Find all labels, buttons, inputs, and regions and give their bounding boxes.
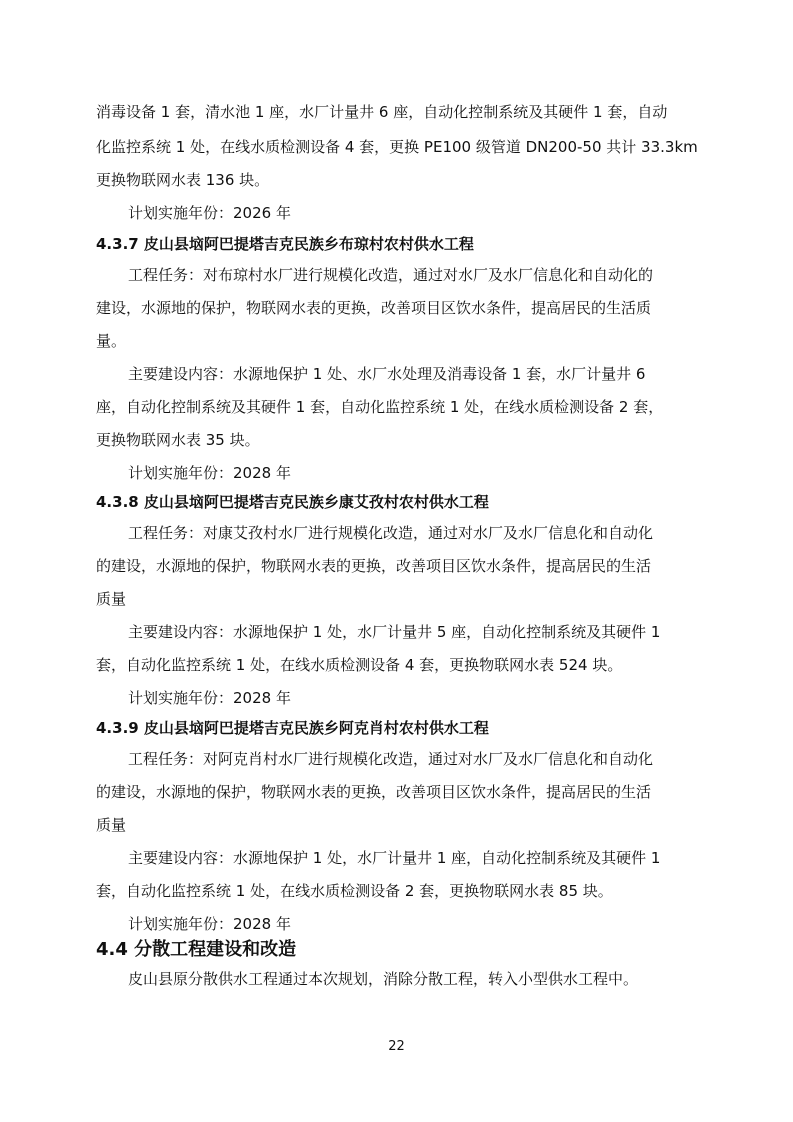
body-text-line: 套，自动化监控系统 1 处，在线水质检测设备 2 套，更换物联网水表 85 块。 [96, 882, 613, 900]
body-text-line: 座，自动化控制系统及其硬件 1 套，自动化监控系统 1 处，在线水质检测设备 2 套， [96, 398, 664, 416]
section-heading-4-3-7: 4.3.7 皮山县垴阿巴提塔吉克民族乡布琼村农村供水工程 [96, 235, 474, 253]
section-heading-4-3-8: 4.3.8 皮山县垴阿巴提塔吉克民族乡康艾孜村农村供水工程 [96, 493, 489, 511]
body-text-line: 的建设，水源地的保护，物联网水表的更换，改善项目区饮水条件，提高居民的生活 [96, 783, 652, 801]
section-heading-4-4: 4.4 分散工程建设和改造 [96, 939, 297, 960]
body-text-line: 量。 [96, 332, 127, 350]
implementation-year: 计划实施年份：2028 年 [128, 464, 291, 482]
section-heading-4-3-9: 4.3.9 皮山县垴阿巴提塔吉克民族乡阿克肖村农村供水工程 [96, 719, 489, 737]
body-text-line: 的建设，水源地的保护，物联网水表的更换，改善项目区饮水条件，提高居民的生活 [96, 557, 652, 575]
body-text-line: 更换物联网水表 35 块。 [96, 431, 260, 449]
task-text-line: 工程任务：对阿克肖村水厂进行规模化改造，通过对水厂及水厂信息化和自动化 [128, 750, 654, 768]
page-number: 22 [388, 1039, 405, 1054]
task-text-line: 工程任务：对康艾孜村水厂进行规模化改造，通过对水厂及水厂信息化和自动化 [128, 524, 654, 542]
implementation-year: 计划实施年份：2026 年 [128, 204, 291, 222]
construction-content-line: 主要建设内容：水源地保护 1 处，水厂计量井 1 座，自动化控制系统及其硬件 1 [128, 849, 661, 867]
body-text-line: 建设，水源地的保护，物联网水表的更换，改善项目区饮水条件，提高居民的生活质 [96, 299, 652, 317]
body-text-line: 套，自动化监控系统 1 处，在线水质检测设备 4 套，更换物联网水表 524 块。 [96, 656, 623, 674]
implementation-year: 计划实施年份：2028 年 [128, 689, 291, 707]
body-text-line: 化监控系统 1 处，在线水质检测设备 4 套，更换 PE100 级管道 DN200-50 共计 33.3km [96, 138, 698, 156]
task-text-line: 工程任务：对布琼村水厂进行规模化改造，通过对水厂及水厂信息化和自动化的 [128, 266, 654, 284]
construction-content-line: 主要建设内容：水源地保护 1 处、水厂水处理及消毒设备 1 套，水厂计量井 6 [128, 365, 646, 383]
body-text-line: 消毒设备 1 套，清水池 1 座，水厂计量井 6 座，自动化控制系统及其硬件 1 套，自动 [96, 103, 668, 121]
implementation-year: 计划实施年份：2028 年 [128, 915, 291, 933]
body-text-line: 更换物联网水表 136 块。 [96, 171, 270, 189]
body-text-line: 质量 [96, 590, 127, 608]
body-text-line: 质量 [96, 816, 127, 834]
construction-content-line: 主要建设内容：水源地保护 1 处，水厂计量井 5 座，自动化控制系统及其硬件 1 [128, 623, 661, 641]
body-text-line: 皮山县原分散供水工程通过本次规划，消除分散工程，转入小型供水工程中。 [128, 970, 639, 988]
